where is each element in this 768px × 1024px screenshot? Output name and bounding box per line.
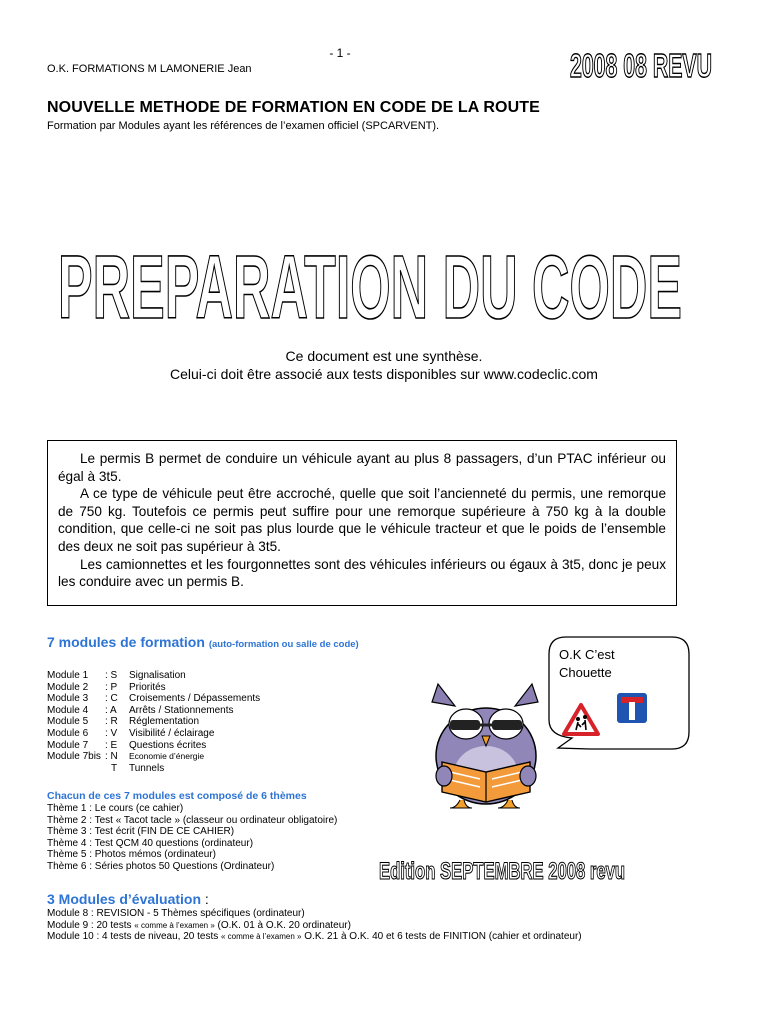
module-code: : V bbox=[105, 727, 118, 739]
module-number: Module 4 bbox=[47, 704, 89, 716]
theme-item: Thème 4 : Test QCM 40 questions (ordinateur) bbox=[47, 837, 254, 849]
module-row bbox=[47, 751, 260, 763]
module-number: Module 6 bbox=[47, 727, 89, 739]
document-title: NOUVELLE METHODE DE FORMATION EN CODE DE LA ROUTE bbox=[47, 99, 540, 116]
formation-heading bbox=[47, 634, 359, 650]
module-row bbox=[47, 740, 260, 752]
module-number: Module 2 bbox=[47, 681, 89, 693]
permis-paragraph-2: A ce type de véhicule peut être accroché, quelle que soit l’ancienneté du permis, une remorque de 750 kg. Toutefois ce permis peut suffire pour une remorque supérieure à 750 kg à la double condition, que celle-ci ne soit pas plus lourde que le véhicule tracteur et que le poids de l’ensemble des deux ne soit pas supérieur à 3t5. bbox=[58, 486, 666, 554]
edition-stamp-text: 2008 08 REVU bbox=[570, 47, 712, 84]
module-number: Module 7bis bbox=[47, 751, 101, 763]
module-code: : S bbox=[105, 670, 118, 681]
author-line: O.K. FORMATIONS M LAMONERIE Jean bbox=[47, 63, 252, 75]
module-9-quote: « comme à l’examen » bbox=[134, 920, 215, 930]
theme-item: Thème 5 : Photos mémos (ordinateur) bbox=[47, 849, 216, 860]
big-title-text: PREPARATION DU CODE bbox=[58, 238, 683, 338]
synthesis-line-2: Celui-ci doit être associé aux tests disponibles sur www.codeclic.com bbox=[170, 366, 598, 382]
module-name: Réglementation bbox=[129, 716, 200, 728]
module-code: : E bbox=[105, 739, 118, 751]
module-row bbox=[47, 728, 260, 740]
theme-item: Thème 2 : Test « Tacot tacle » (classeur ou ordinateur obligatoire) bbox=[47, 814, 338, 826]
module-name: Economie d’énergie bbox=[129, 751, 205, 762]
edition-stamp bbox=[566, 40, 716, 84]
bubble-line-2: Chouette bbox=[559, 665, 612, 680]
module-number: Module 1 bbox=[47, 670, 89, 681]
module-row bbox=[47, 716, 260, 728]
module-name: Visibilité / éclairage bbox=[129, 727, 215, 739]
edition-banner-text: Edition SEPTEMBRE 2008 revu bbox=[379, 858, 625, 885]
module-10-detail: O.K. 21 à O.K. 40 et 6 tests de FINITION (cahier et ordinateur) bbox=[301, 931, 582, 943]
theme-item: Thème 6 : Séries photos 50 Questions (Ordinateur) bbox=[47, 860, 275, 872]
module-name: Tunnels bbox=[129, 762, 165, 774]
permis-paragraph-1: Le permis B permet de conduire un véhicule ayant au plus 8 passagers, d’un PTAC inférieur ou égal à 3t5. bbox=[58, 451, 666, 484]
module-code: : N bbox=[105, 751, 118, 763]
page-number: - 1 - bbox=[329, 46, 351, 60]
module-name: Questions écrites bbox=[129, 739, 207, 751]
modules-list bbox=[47, 670, 260, 774]
bubble-text bbox=[559, 646, 615, 682]
formation-heading-sub: (auto-formation ou salle de code) bbox=[208, 639, 359, 650]
module-code: : R bbox=[105, 716, 118, 728]
edition-banner bbox=[377, 852, 627, 886]
module-number: Module 3 bbox=[47, 693, 89, 705]
themes-heading: Chacun de ces 7 modules est composé de 6 thèmes bbox=[47, 790, 307, 802]
module-row bbox=[47, 682, 260, 694]
theme-item: Thème 1 : Le cours (ce cahier) bbox=[47, 803, 184, 814]
formation-heading-text: 7 modules de formation bbox=[47, 634, 205, 650]
module-row bbox=[47, 693, 260, 705]
bubble-line-1: O.K C’est bbox=[559, 647, 615, 662]
module-code: : A bbox=[105, 704, 117, 716]
evaluation-item bbox=[47, 920, 582, 932]
module-8-text: Module 8 : REVISION - 5 Thèmes spécifiques (ordinateur) bbox=[47, 908, 305, 919]
module-10-quote: « comme à l’examen » bbox=[221, 932, 302, 942]
module-row bbox=[47, 670, 260, 682]
module-name: Signalisation bbox=[129, 670, 186, 681]
module-name: Arrêts / Stationnements bbox=[129, 704, 234, 716]
module-row bbox=[47, 763, 260, 775]
module-number: Module 5 bbox=[47, 716, 89, 728]
dead-end-sign-icon bbox=[617, 693, 647, 723]
evaluation-item bbox=[47, 908, 582, 920]
synthesis-line-1: Ce document est une synthèse. bbox=[285, 348, 483, 364]
themes-list bbox=[47, 803, 337, 872]
module-number: Module 7 bbox=[47, 739, 89, 751]
evaluation-heading-text: 3 Modules d’évaluation bbox=[47, 891, 202, 907]
evaluation-list bbox=[47, 908, 582, 943]
permis-paragraph-3: Les camionnettes et les fourgonnettes sont des véhicules inférieurs ou égaux à 3t5, donc je peux les conduire avec un permis B. bbox=[58, 556, 666, 590]
module-code: : C bbox=[105, 693, 118, 705]
big-title bbox=[55, 238, 685, 338]
module-name: Croisements / Dépassements bbox=[129, 693, 261, 705]
theme-item: Thème 3 : Test écrit (FIN DE CE CAHIER) bbox=[47, 826, 235, 837]
module-code: : P bbox=[105, 681, 118, 693]
evaluation-heading bbox=[47, 891, 209, 907]
evaluation-heading-colon: : bbox=[201, 891, 209, 907]
module-code: T bbox=[111, 762, 118, 774]
module-9-text: Module 9 : 20 tests bbox=[47, 919, 135, 931]
evaluation-item bbox=[47, 931, 582, 943]
module-name: Priorités bbox=[129, 681, 166, 693]
module-10-text: Module 10 : 4 tests de niveau, 20 tests bbox=[47, 931, 221, 943]
permis-info-box bbox=[47, 440, 677, 606]
owl-reading-icon bbox=[420, 680, 555, 810]
module-row bbox=[47, 705, 260, 717]
document-subtitle: Formation par Modules ayant les références de l’examen officiel (SPCARVENT). bbox=[47, 120, 440, 132]
module-9-detail: (O.K. 01 à O.K. 20 ordinateur) bbox=[214, 919, 351, 931]
